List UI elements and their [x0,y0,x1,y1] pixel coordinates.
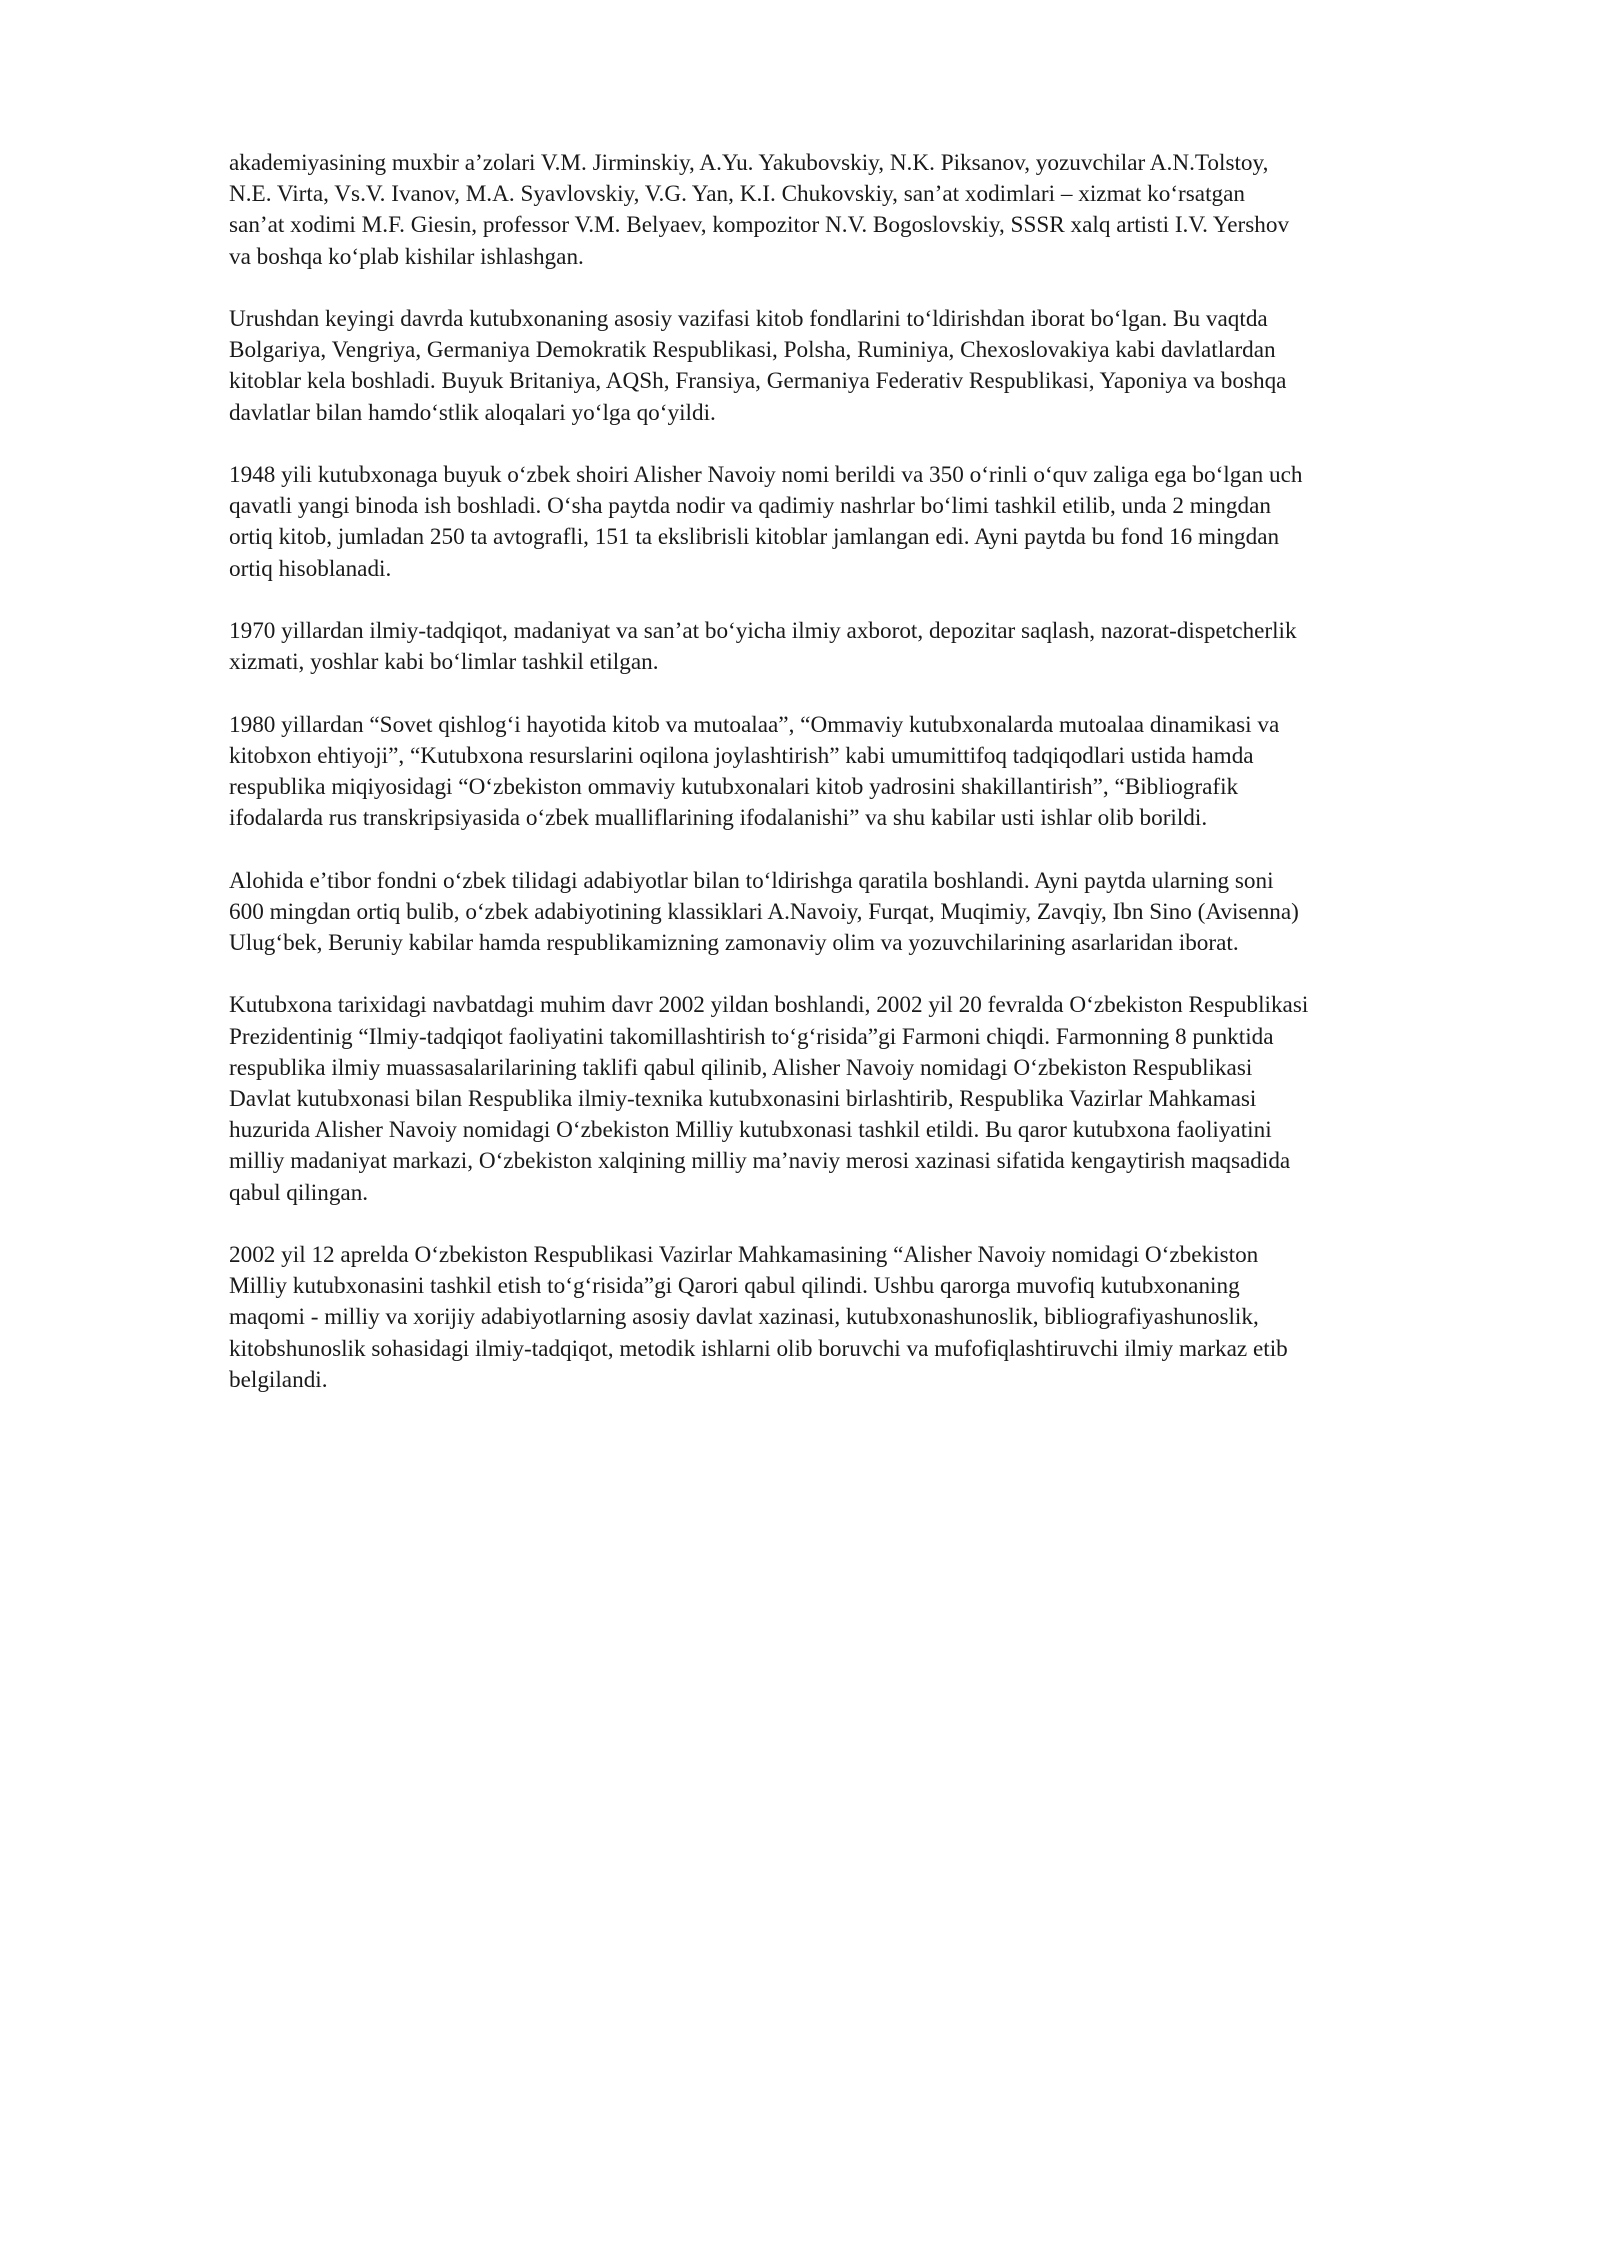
text-line: Urushdan keyingi davrda kutubxonaning asosiy vazifasi kitob fondlarini to‘ldirishdan iborat bo‘lgan. Bu vaqtda [229,306,1268,332]
text-line: Davlat kutubxonasi bilan Respublika ilmiy-texnika kutubxonasini birlashtirib, Respublika Vazirlar Mahkamasi [229,1086,1257,1112]
text-line: Ulug‘bek, Beruniy kabilar hamda respublikamizning zamonaviy olim va yozuvchilarining asarlaridan iborat. [229,930,1239,956]
text-line: respublika ilmiy muassasalarilarining taklifi qabul qilinib, Alisher Navoiy nomidagi O‘zbekiston Respublikasi [229,1054,1253,1081]
document-page [229,148,1489,1427]
paragraph-1980 [229,710,1489,835]
text-line: xizmati, yoshlar kabi bo‘limlar tashkil etilgan. [229,649,659,676]
text-line: huzurida Alisher Navoiy nomidagi O‘zbekiston Milliy kutubxonasi tashkil etildi. Bu qaror kutubxona faoliyatini [229,1117,1272,1144]
text-line: 1970 yillardan ilmiy-tadqiqot, madaniyat va san’at bo‘yicha ilmiy axborot, depozitar saqlash, nazorat-dispetcherlik [229,618,1297,644]
text-line: Milliy kutubxonasini tashkil etish to‘g‘risida”gi Qarori qabul qilindi. Ushbu qarorga muvofiq kutubxonaning [229,1273,1240,1300]
text-line: Bolgariya, Vengriya, Germaniya Demokratik Respublikasi, Polsha, Ruminiya, Chexoslovakiya kabi davlatlardan [229,337,1276,364]
text-line: ortiq hisoblanadi. [229,555,392,582]
text-line: qabul qilingan. [229,1179,369,1206]
text-line: va boshqa ko‘plab kishilar ishlashgan. [229,243,584,270]
paragraph-2002-february [229,990,1489,1208]
text-line: 2002 yil 12 aprelda O‘zbekiston Respublikasi Vazirlar Mahkamasining “Alisher Navoiy nomidagi O‘zbekiston [229,1242,1259,1268]
text-line: ifodalarda rus transkripsiyasida o‘zbek mualliflarining ifodalanishi” va shu kabilar usti ishlar olib borildi. [229,805,1208,832]
text-line: milliy madaniyat markazi, O‘zbekiston xalqining milliy ma’naviy merosi xazinasi sifatida kengaytirish maqsadida [229,1148,1291,1175]
text-line: akademiyasining muxbir a’zolari V.M. Jirminskiy, A.Yu. Yakubovskiy, N.K. Piksanov, yozuvchilar A.N.Tolstoy, [229,150,1269,176]
text-line: kitoblar kela boshladi. Buyuk Britaniya, AQSh, Fransiya, Germaniya Federativ Respublikasi, Yaponiya va boshqa [229,368,1287,395]
paragraph-postwar [229,304,1489,429]
text-line: davlatlar bilan hamdo‘stlik aloqalari yo‘lga qo‘yildi. [229,399,716,426]
text-line: 600 mingdan ortiq bulib, o‘zbek adabiyotining klassiklari A.Navoiy, Furqat, Muqimiy, Zavqiy, Ibn Sino (Avisenna) [229,898,1299,925]
paragraph-2002-april [229,1240,1489,1396]
text-line: Kutubxona tarixidagi navbatdagi muhim davr 2002 yildan boshlandi, 2002 yil 20 fevralda O‘zbekiston Respublikasi [229,992,1309,1019]
text-line: maqomi - milliy va xorijiy adabiyotlarning asosiy davlat xazinasi, kutubxonashunoslik, bibliografiyashunoslik, [229,1304,1259,1331]
text-line: Prezidentinig “Ilmiy-tadqiqot faoliyatini takomillashtirish to‘g‘risida”gi Farmoni chiqdi. Farmonning 8 punktida [229,1023,1274,1050]
paragraph-uzbek-fund [229,866,1489,960]
paragraph-1948 [229,460,1489,585]
text-line: respublika miqiyosidagi “O‘zbekiston ommaviy kutubxonalari kitob yadrosini shakillantirish”, “Bibliografik [229,774,1239,800]
text-line: Alohida e’tibor fondni o‘zbek tilidagi adabiyotlar bilan to‘ldirishga qaratila boshlandi. Ayni paytda ularning soni [229,867,1274,894]
text-line: 1980 yillardan “Sovet qishlog‘i hayotida kitob va mutoalaa”, “Ommaviy kutubxonalarda mutoalaa dinamikasi va [229,711,1280,738]
text-line: N.E. Virta, Vs.V. Ivanov, M.A. Syavlovskiy, V.G. Yan, K.I. Chukovskiy, san’at xodimlari – xizmat ko‘rsatgan [229,181,1246,208]
paragraph-1970 [229,616,1489,678]
text-line: qavatli yangi binoda ish boshladi. O‘sha paytda nodir va qadimiy nashrlar bo‘limi tashkil etilib, unda 2 mingdan [229,493,1271,520]
text-line: kitobshunoslik sohasidagi ilmiy-tadqiqot, metodik ishlarni olib boruvchi va mufofiqlashtiruvchi ilmiy markaz etib [229,1335,1288,1362]
text-line: san’at xodimi M.F. Giesin, professor V.M. Belyaev, kompozitor N.V. Bogoslovskiy, SSSR xalq artisti I.V. Yershov [229,212,1290,239]
text-line: ortiq kitob, jumladan 250 ta avtografli, 151 ta ekslibrisli kitoblar jamlangan edi. Ayni paytda bu fond 16 mingdan [229,524,1280,551]
text-line: kitobxon ehtiyoji”, “Kutubxona resurslarini oqilona joylashtirish” kabi umumittifoq tadqiqodlari ustida hamda [229,742,1254,769]
paragraph-staff [229,148,1489,273]
text-line: 1948 yili kutubxonaga buyuk o‘zbek shoiri Alisher Navoiy nomi berildi va 350 o‘rinli o‘quv zaliga ega bo‘lgan uch [229,462,1303,488]
text-line: belgilandi. [229,1366,328,1393]
